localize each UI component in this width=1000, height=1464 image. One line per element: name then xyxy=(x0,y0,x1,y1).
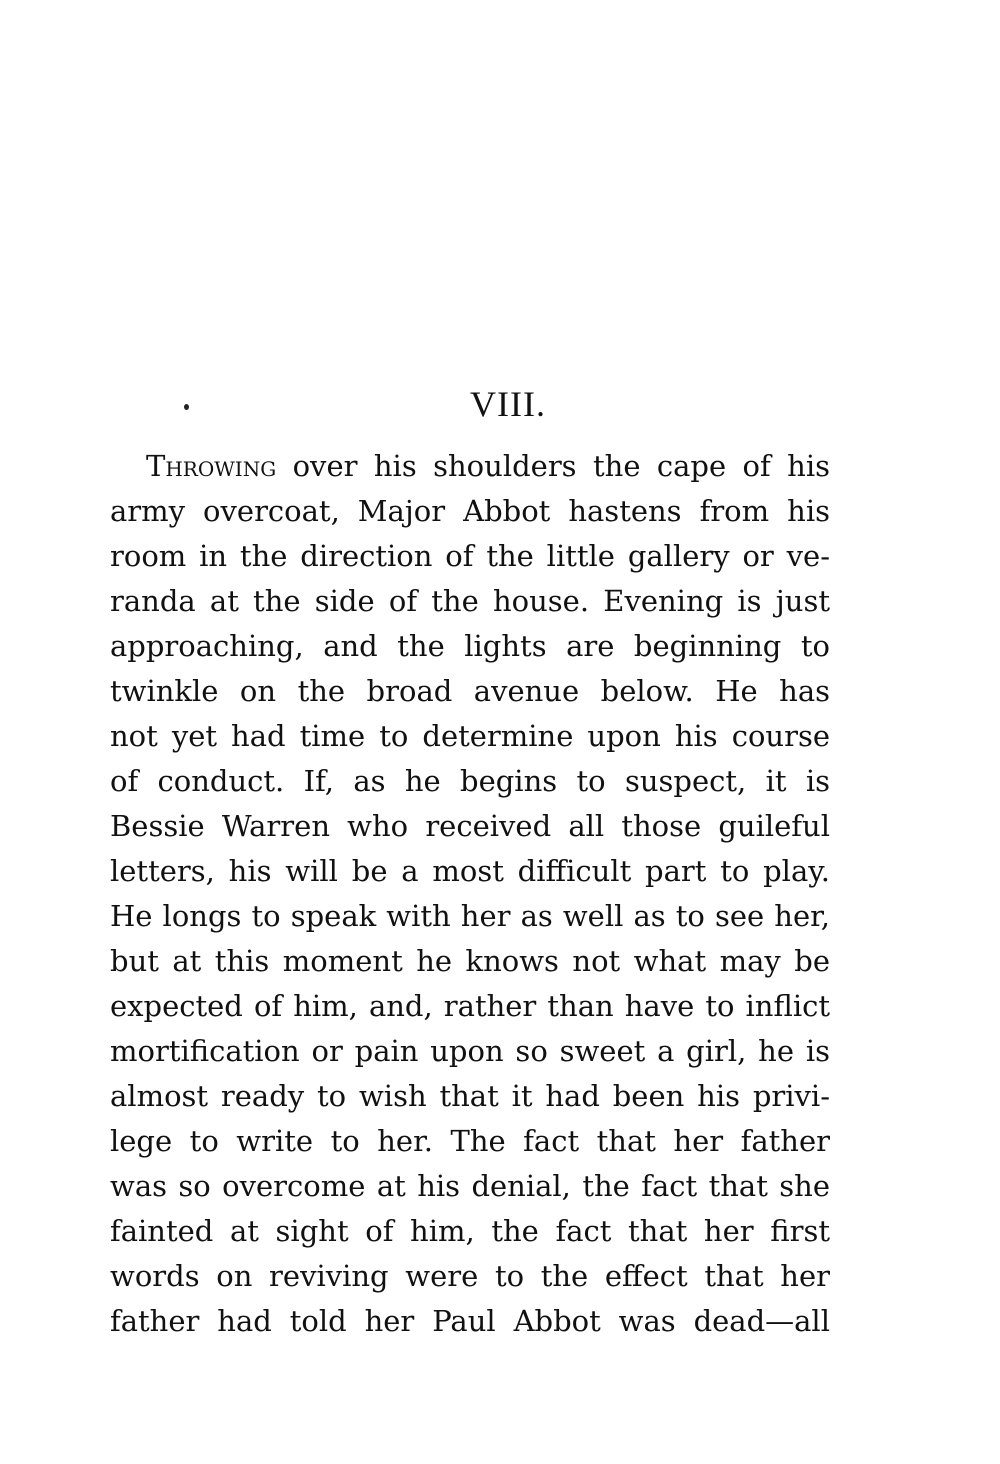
paragraph-line-3: room in the direction of the little gallery or ve- xyxy=(110,539,830,573)
opening-line-text: over his shoulders the cape of his xyxy=(276,449,830,483)
chapter-body-paragraph xyxy=(110,444,830,1344)
paragraph-line-14: mortification or pain upon so sweet a girl, he is xyxy=(110,1034,830,1068)
paragraph-line-1 xyxy=(110,444,830,489)
paragraph-line-9: Bessie Warren who received all those guileful xyxy=(110,809,830,843)
paragraph-line-16: lege to write to her. The fact that her father xyxy=(110,1124,830,1158)
paragraph-line-2: army overcoat, Major Abbot hastens from his xyxy=(110,494,830,528)
paragraph-line-13: expected of him, and, rather than have to inflict xyxy=(110,989,830,1023)
paragraph-line-4: randa at the side of the house. Evening is just xyxy=(110,584,830,618)
paragraph-line-20: father had told her Paul Abbot was dead—all xyxy=(110,1304,830,1338)
paragraph-line-6: twinkle on the broad avenue below. He has xyxy=(110,674,830,708)
paragraph-line-17: was so overcome at his denial, the fact that she xyxy=(110,1169,830,1203)
paragraph-line-8: of conduct. If, as he begins to suspect, it is xyxy=(110,764,830,798)
chapter-heading: VIII. xyxy=(470,384,546,424)
paragraph-line-10: letters, his will be a most difficult part to play. xyxy=(110,854,830,888)
paragraph-line-18: fainted at sight of him, the fact that her first xyxy=(110,1214,830,1248)
paragraph-line-15: almost ready to wish that it had been his privi- xyxy=(110,1079,830,1113)
paragraph-line-11: He longs to speak with her as well as to see her, xyxy=(110,899,830,933)
paragraph-line-19: words on reviving were to the effect that her xyxy=(110,1259,830,1293)
opening-word: Throwing xyxy=(146,449,277,483)
paragraph-line-12: but at this moment he knows not what may be xyxy=(110,944,830,978)
paragraph-line-5: approaching, and the lights are beginning to xyxy=(110,629,830,663)
paragraph-line-7: not yet had time to determine upon his course xyxy=(110,719,830,753)
